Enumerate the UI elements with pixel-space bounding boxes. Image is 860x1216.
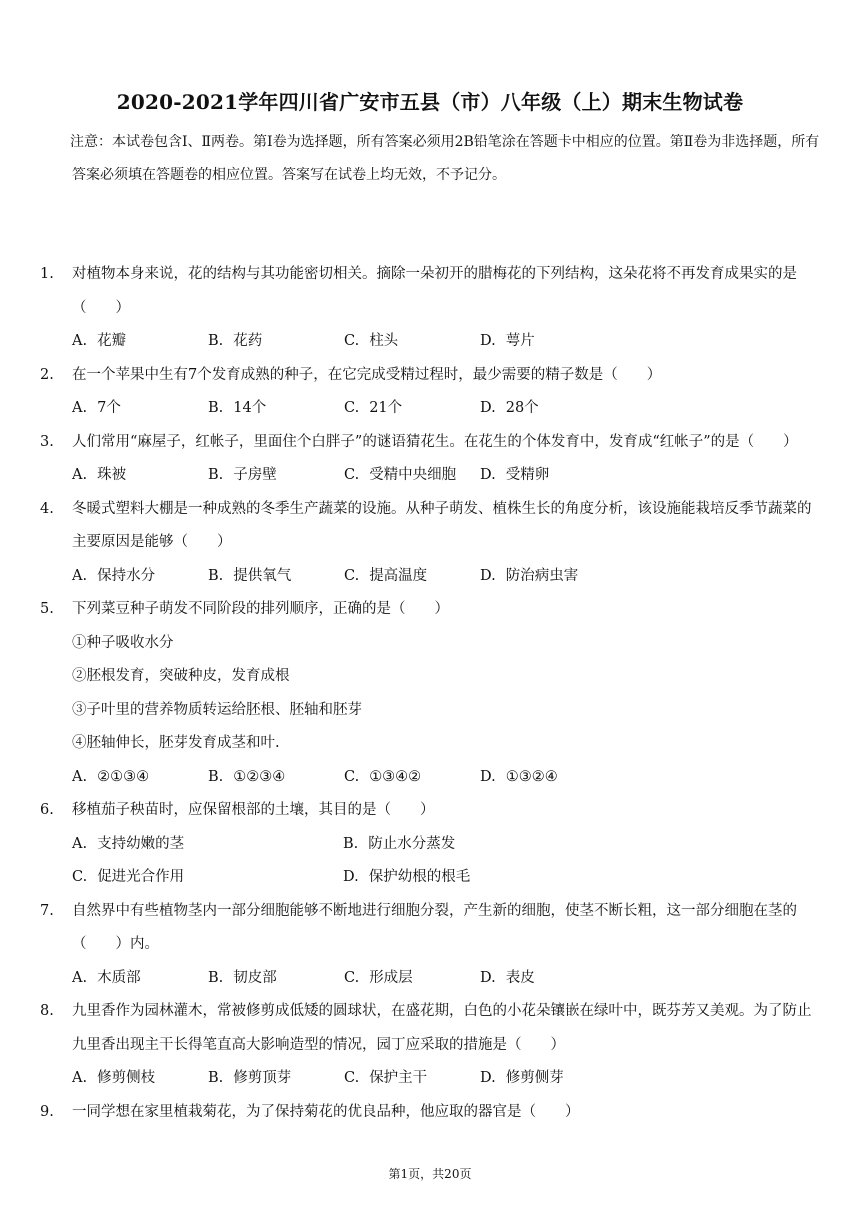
option-text: 提高温度 — [369, 567, 428, 584]
option-group — [72, 392, 820, 426]
question-number: 6. — [40, 802, 54, 818]
option-letter: A. — [72, 835, 88, 852]
question-body — [72, 493, 820, 594]
answer-option — [208, 560, 344, 594]
option-group — [72, 962, 820, 996]
option-group — [72, 459, 820, 493]
question-body — [72, 359, 820, 426]
question-item — [40, 258, 820, 359]
option-text: 保护幼根的根毛 — [368, 869, 471, 885]
option-letter: D. — [343, 869, 359, 885]
question-stem: 移植茄子秧苗时，应保留根部的土壤，其目的是（ ） — [72, 802, 435, 818]
option-text: 受精中央细胞 — [369, 467, 457, 483]
question-number: 9. — [40, 1103, 54, 1120]
question-stem: 九里香作为园林灌木，常被修剪成低矮的圆球状，在盛花期，白色的小花朵镶嵌在绿叶中，既芬芳又美观。为了防止九里香出现主干长得笔直高大影响造型的情况，园丁应采取的措施是（ ） — [72, 1003, 812, 1053]
question-item — [40, 359, 820, 426]
answer-option — [208, 1062, 344, 1096]
answer-option — [343, 828, 614, 862]
option-text: 花瓣 — [97, 333, 127, 349]
question-body — [72, 895, 820, 996]
answer-option — [208, 459, 344, 493]
question-number: 8. — [40, 1003, 54, 1019]
option-letter: C. — [344, 467, 360, 483]
answer-option — [72, 459, 208, 493]
option-letter: B. — [208, 567, 224, 584]
option-letter: D. — [480, 567, 496, 584]
answer-option — [480, 325, 616, 359]
option-letter: A. — [72, 567, 88, 584]
option-text: 支持幼嫩的茎 — [97, 835, 185, 852]
option-letter: C. — [344, 567, 360, 584]
answer-option — [480, 1062, 616, 1096]
option-letter: D. — [480, 768, 496, 785]
question-number: 3. — [40, 433, 54, 450]
option-letter: B. — [208, 969, 224, 986]
option-text: ①③②④ — [505, 768, 558, 785]
question-body — [72, 426, 820, 493]
answer-option — [72, 325, 208, 359]
answer-option — [343, 861, 614, 895]
answer-option — [344, 392, 480, 426]
answer-option — [208, 325, 344, 359]
option-letter: B. — [208, 333, 224, 349]
answer-option — [344, 459, 480, 493]
option-letter: A. — [72, 969, 88, 986]
option-letter: B. — [208, 467, 224, 483]
option-letter: C. — [344, 1070, 360, 1086]
option-text: 保持水分 — [97, 567, 156, 584]
answer-option — [344, 560, 480, 594]
option-letter: C. — [344, 400, 360, 416]
question-stem: 下列菜豆种子萌发不同阶段的排列顺序，正确的是（ ） — [72, 601, 449, 617]
option-text: 木质部 — [97, 969, 141, 986]
answer-option — [72, 761, 208, 795]
option-group — [72, 828, 820, 895]
option-text: 修剪侧芽 — [505, 1070, 564, 1086]
option-letter: D. — [480, 1070, 496, 1086]
option-group — [72, 761, 820, 795]
option-letter: C. — [344, 969, 360, 986]
question-item — [40, 593, 820, 794]
option-text: 花药 — [233, 333, 263, 349]
answer-option — [344, 1062, 480, 1096]
option-letter: C. — [72, 869, 88, 885]
answer-option — [72, 962, 208, 996]
option-letter: B. — [343, 835, 359, 852]
question-subline: ④胚轴伸长，胚芽发育成茎和叶. — [72, 735, 280, 751]
question-item — [40, 794, 820, 895]
option-text: 萼片 — [505, 333, 535, 349]
answer-option — [72, 828, 343, 862]
question-number: 7. — [40, 902, 54, 919]
option-text: 柱头 — [369, 333, 399, 349]
question-body — [72, 995, 820, 1096]
answer-option — [480, 392, 616, 426]
option-letter: D. — [480, 400, 496, 416]
question-subline: ①种子吸收水分 — [72, 634, 174, 651]
option-letter: D. — [480, 467, 496, 483]
answer-option — [72, 392, 208, 426]
option-letter: D. — [480, 969, 496, 986]
option-group — [72, 325, 820, 359]
question-number: 1. — [40, 266, 54, 282]
answer-option — [208, 392, 344, 426]
option-letter: B. — [208, 1070, 224, 1086]
option-letter: B. — [208, 768, 224, 785]
question-stem: 自然界中有些植物茎内一部分细胞能够不断地进行细胞分裂，产生新的细胞，使茎不断长粗，这一部分细胞在茎的（ ）内。 — [72, 902, 797, 952]
question-list — [40, 258, 820, 1129]
option-letter: B. — [208, 400, 224, 416]
option-text: ①②③④ — [233, 768, 286, 785]
answer-option — [480, 761, 616, 795]
answer-option — [344, 761, 480, 795]
option-text: 修剪侧枝 — [97, 1070, 156, 1086]
option-text: 保护主干 — [369, 1070, 428, 1086]
question-body — [72, 1096, 820, 1130]
question-number: 2. — [40, 366, 54, 383]
question-body — [72, 258, 820, 359]
option-letter: A. — [72, 467, 88, 483]
answer-option — [480, 459, 616, 493]
question-stem: 对植物本身来说，花的结构与其功能密切相关。摘除一朵初开的腊梅花的下列结构，这朵花将不再发育成果实的是（ ） — [72, 266, 797, 316]
exam-title: 2020-2021学年四川省广安市五县（市）八年级（上）期末生物试卷 — [116, 90, 744, 114]
answer-option — [480, 962, 616, 996]
question-item — [40, 426, 820, 493]
question-stem: 一同学想在家里植栽菊花，为了保持菊花的优良品种，他应取的器官是（ ） — [72, 1103, 580, 1120]
option-letter: C. — [344, 333, 360, 349]
option-text: 受精卵 — [505, 467, 550, 483]
option-text: ②①③④ — [97, 768, 150, 785]
option-text: 21个 — [369, 400, 403, 416]
option-letter: A. — [72, 400, 88, 416]
option-text: 7个 — [97, 400, 121, 416]
question-body — [72, 794, 820, 895]
answer-option — [344, 962, 480, 996]
option-letter: A. — [72, 1070, 88, 1086]
option-text: 提供氧气 — [233, 567, 292, 584]
option-text: 防治病虫害 — [505, 567, 579, 584]
question-item — [40, 1096, 820, 1130]
question-stem: 在一个苹果中生有7个发育成熟的种子，在它完成受精过程时，最少需要的精子数是（ ） — [72, 366, 662, 383]
option-text: 表皮 — [505, 969, 535, 986]
option-text: 14个 — [233, 400, 267, 416]
option-letter: D. — [480, 333, 496, 349]
option-group — [72, 1062, 820, 1096]
option-letter: C. — [344, 768, 360, 785]
answer-option — [72, 560, 208, 594]
question-item — [40, 493, 820, 594]
question-stem: 冬暖式塑料大棚是一种成熟的冬季生产蔬菜的设施。从种子萌发、植株生长的角度分析，该设施能栽培反季节蔬菜的主要原因是能够（ ） — [72, 500, 812, 550]
option-letter: A. — [72, 333, 88, 349]
option-text: 防止水分蒸发 — [368, 835, 456, 852]
exam-notice: 注意：本试卷包含Ⅰ、Ⅱ两卷。第Ⅰ卷为选择题，所有答案必须用2B铅笔涂在答题卡中相应的位置。第Ⅱ卷为非选择题，所有答案必须填在答题卷的相应位置。答案写在试卷上均无效，不予记分。 — [70, 134, 820, 183]
question-number: 4. — [40, 500, 54, 517]
option-text: 28个 — [505, 400, 539, 416]
option-text: 形成层 — [369, 969, 413, 986]
answer-option — [72, 861, 343, 895]
question-item — [40, 995, 820, 1096]
option-text: 珠被 — [97, 467, 127, 483]
question-body — [72, 593, 820, 794]
option-text: ①③④② — [369, 768, 422, 785]
option-text: 促进光合作用 — [97, 869, 185, 885]
option-text: 子房壁 — [233, 467, 277, 483]
option-text: 韧皮部 — [233, 969, 277, 986]
page-footer: 第1页，共20页 — [388, 1167, 472, 1181]
answer-option — [480, 560, 616, 594]
answer-option — [72, 1062, 208, 1096]
option-text: 修剪顶芽 — [233, 1070, 292, 1086]
answer-option — [208, 761, 344, 795]
question-number: 5. — [40, 601, 54, 617]
question-subline: ②胚根发育，突破种皮，发育成根 — [72, 668, 290, 684]
answer-option — [344, 325, 480, 359]
question-subline: ③子叶里的营养物质转运给胚根、胚轴和胚芽 — [72, 701, 362, 718]
answer-option — [208, 962, 344, 996]
question-item — [40, 895, 820, 996]
option-group — [72, 560, 820, 594]
option-letter: A. — [72, 768, 88, 785]
question-stem: 人们常用“麻屋子，红帐子，里面住个白胖子”的谜语猜花生。在花生的个体发育中，发育成“红帐子”的是（ ） — [72, 433, 798, 450]
